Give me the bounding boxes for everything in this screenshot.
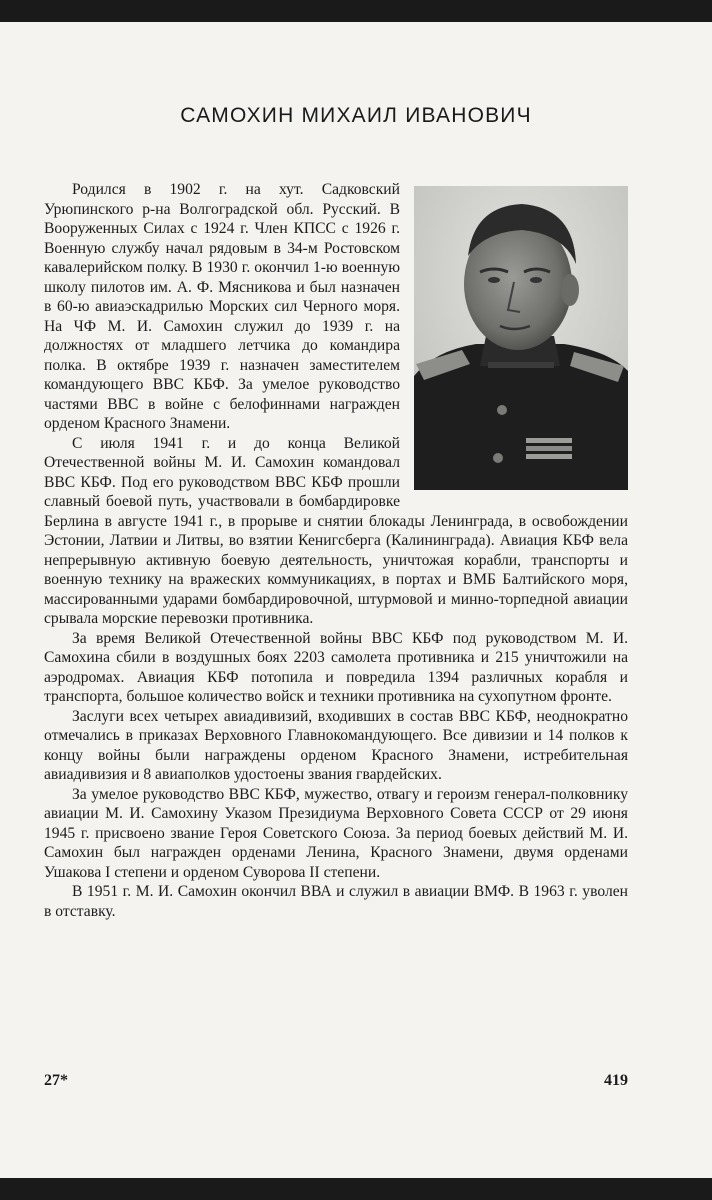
portrait-photo (414, 186, 628, 490)
biography-text (44, 180, 628, 921)
paragraph-6: В 1951 г. М. И. Самохин окончил ВВА и служил в авиации ВМФ. В 1963 г. уволен в отставку. (44, 883, 628, 920)
signature-mark: 27* (44, 1072, 68, 1089)
page-number: 419 (604, 1072, 628, 1089)
book-page (0, 22, 712, 1178)
paragraph-1: Родился в 1902 г. на хут. Садковский Урюпинского р-на Волгоградской обл. Русский. В Вооруженных Силах с 1924 г. Член КПСС с 1926 г. Военную службу начал рядовым в 34-м Ростовском кавалерийском полку. В 1930 г. окончил 1-ю военную школу пилотов им. А. Ф. Мясникова и был назначен в 60-ю авиаэскадрилью Морских сил Черного моря. На ЧФ М. И. Самохин служил до 1939 г. на должностях от младшего летчика до командира полка. В октябре 1939 г. назначен заместителем командующего ВВС КБФ. За умелое руководство частями ВВС в войне с белофиннами награжден орденом Красного Знамени. (44, 181, 400, 432)
paragraph-3: За время Великой Отечественной войны ВВС КБФ под руководством М. И. Самохина сбили в воздушных боях 2203 самолета противника и 215 уничтожили на аэродромах. Авиация КБФ потопила и повредила 1394 различных корабля и транспорта, большое количество войск и техники противника на сухопутном фронте. (44, 629, 628, 705)
paragraph-4: Заслуги всех четырех авиадивизий, входивших в состав ВВС КБФ, неоднократно отмечались в приказах Верховного Главнокомандующего. Все дивизии и 14 полков к концу войны были награждены орденом Красного Знамени, истребительная авиадивизия и 8 авиаполков удостоены звания гвардейских. (44, 707, 628, 783)
page-title: САМОХИН МИХАИЛ ИВАНОВИЧ (180, 104, 532, 127)
paragraph-2: С июля 1941 г. и до конца Великой Отечественной войны М. И. Самохин командовал ВВС КБФ. Под его руководством ВВС КБФ прошли славный боевой путь, участвовали в бомбардировке Берлина в августе 1941 г., в прорыве и снятии блокады Ленинграда, в освобождении Эстонии, Латвии и Литвы, во взятии Кенигсберга (Калининграда). Авиация КБФ вела непрерывную активную боевую деятельность, уничтожая корабли, транспорты и военную технику на вражеских коммуникациях, в портах и ВМБ Балтийского моря, массированными ударами бомбардировочной, штурмовой и минно-торпедной авиации срывала морские перевозки противника. (44, 434, 628, 627)
paragraph-5: За умелое руководство ВВС КБФ, мужество, отвагу и героизм генерал-полковнику авиации М. И. Самохину Указом Президиума Верховного Совета СССР от 29 июня 1945 г. присвоено звание Героя Советского Союза. За период боевых действий М. И. Самохин был награжден орденами Ленина, Красного Знамени, двумя орденами Ушакова I степени и орденом Суворова II степени. (44, 785, 628, 881)
